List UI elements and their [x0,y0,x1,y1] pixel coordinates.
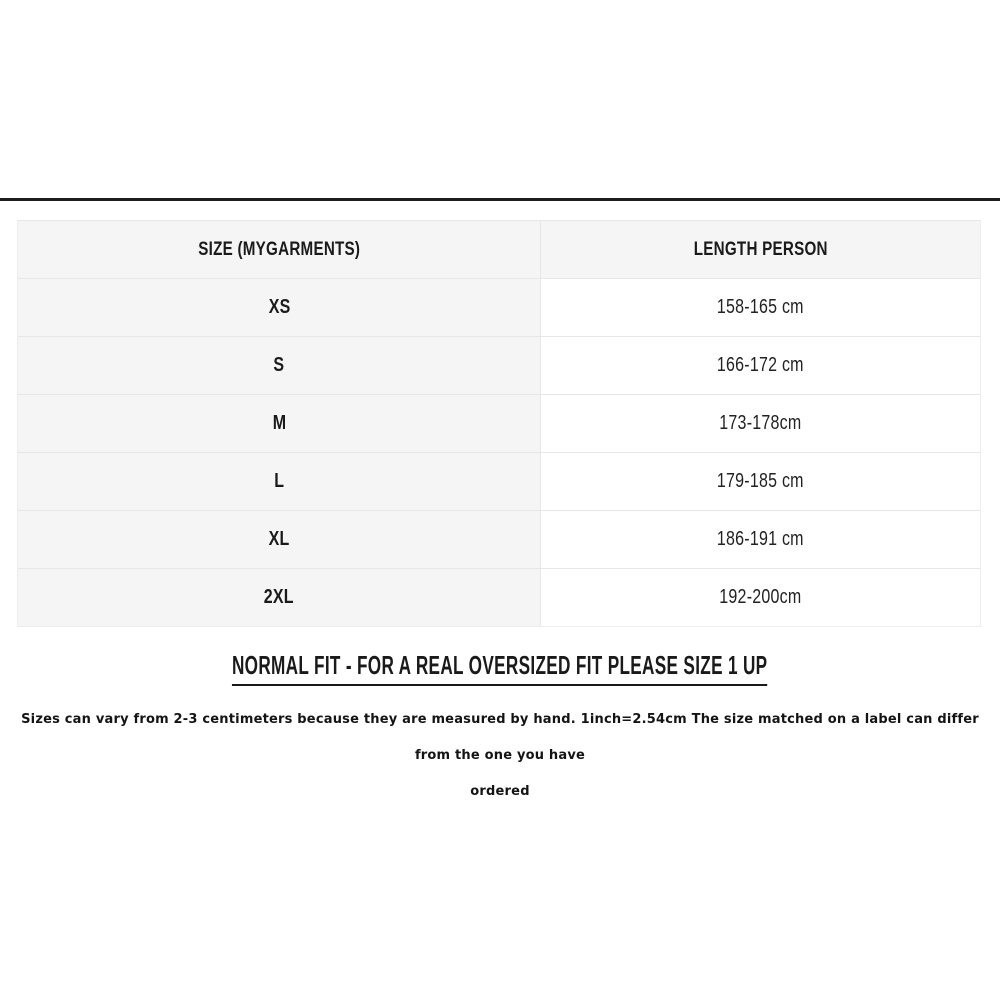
length-cell [541,511,980,568]
length-cell [541,569,980,626]
top-divider-line [0,198,1000,201]
table-row [18,336,980,394]
table-row [18,394,980,452]
length-cell [541,279,980,336]
length-value: 166-172 cm [717,354,805,376]
length-value: 173-178cm [719,412,802,434]
size-cell [18,337,541,394]
size-cell [18,279,541,336]
table-row [18,510,980,568]
size-cell [18,395,541,452]
table-header-row [18,221,980,278]
length-value: 179-185 cm [717,470,805,492]
disclaimer-line: Sizes can vary from 2-3 centimeters because they are measured by hand. 1inch=2.54cm The size matched on a label can differ from the one you have [21,712,979,763]
size-cell [18,453,541,510]
table-row [18,278,980,336]
length-value: 186-191 cm [717,528,805,550]
length-cell [541,395,980,452]
size-cell [18,511,541,568]
length-cell [541,453,980,510]
table-row [18,452,980,510]
header-cell-size [18,221,541,278]
size-value: S [273,354,285,376]
size-value: M [272,412,286,434]
length-cell [541,337,980,394]
disclaimer [20,702,980,810]
header-cell-length [541,221,980,278]
size-value: XS [268,296,291,318]
size-cell [18,569,541,626]
table-row [18,568,980,626]
size-value: XL [268,528,290,550]
header-cell-size-label: SIZE (MYGARMENTS) [198,238,361,260]
header-cell-length-label: LENGTH PERSON [693,238,828,260]
length-value: 192-200cm [719,586,802,608]
fit-heading [0,650,1000,686]
length-value: 158-165 cm [717,296,805,318]
fit-heading-text: NORMAL FIT - FOR A REAL OVERSIZED FIT PLEASE SIZE 1 UP [232,650,768,686]
size-table [17,220,981,627]
size-value: 2XL [264,586,295,608]
size-value: L [274,470,285,492]
disclaimer-line: ordered [470,784,530,799]
